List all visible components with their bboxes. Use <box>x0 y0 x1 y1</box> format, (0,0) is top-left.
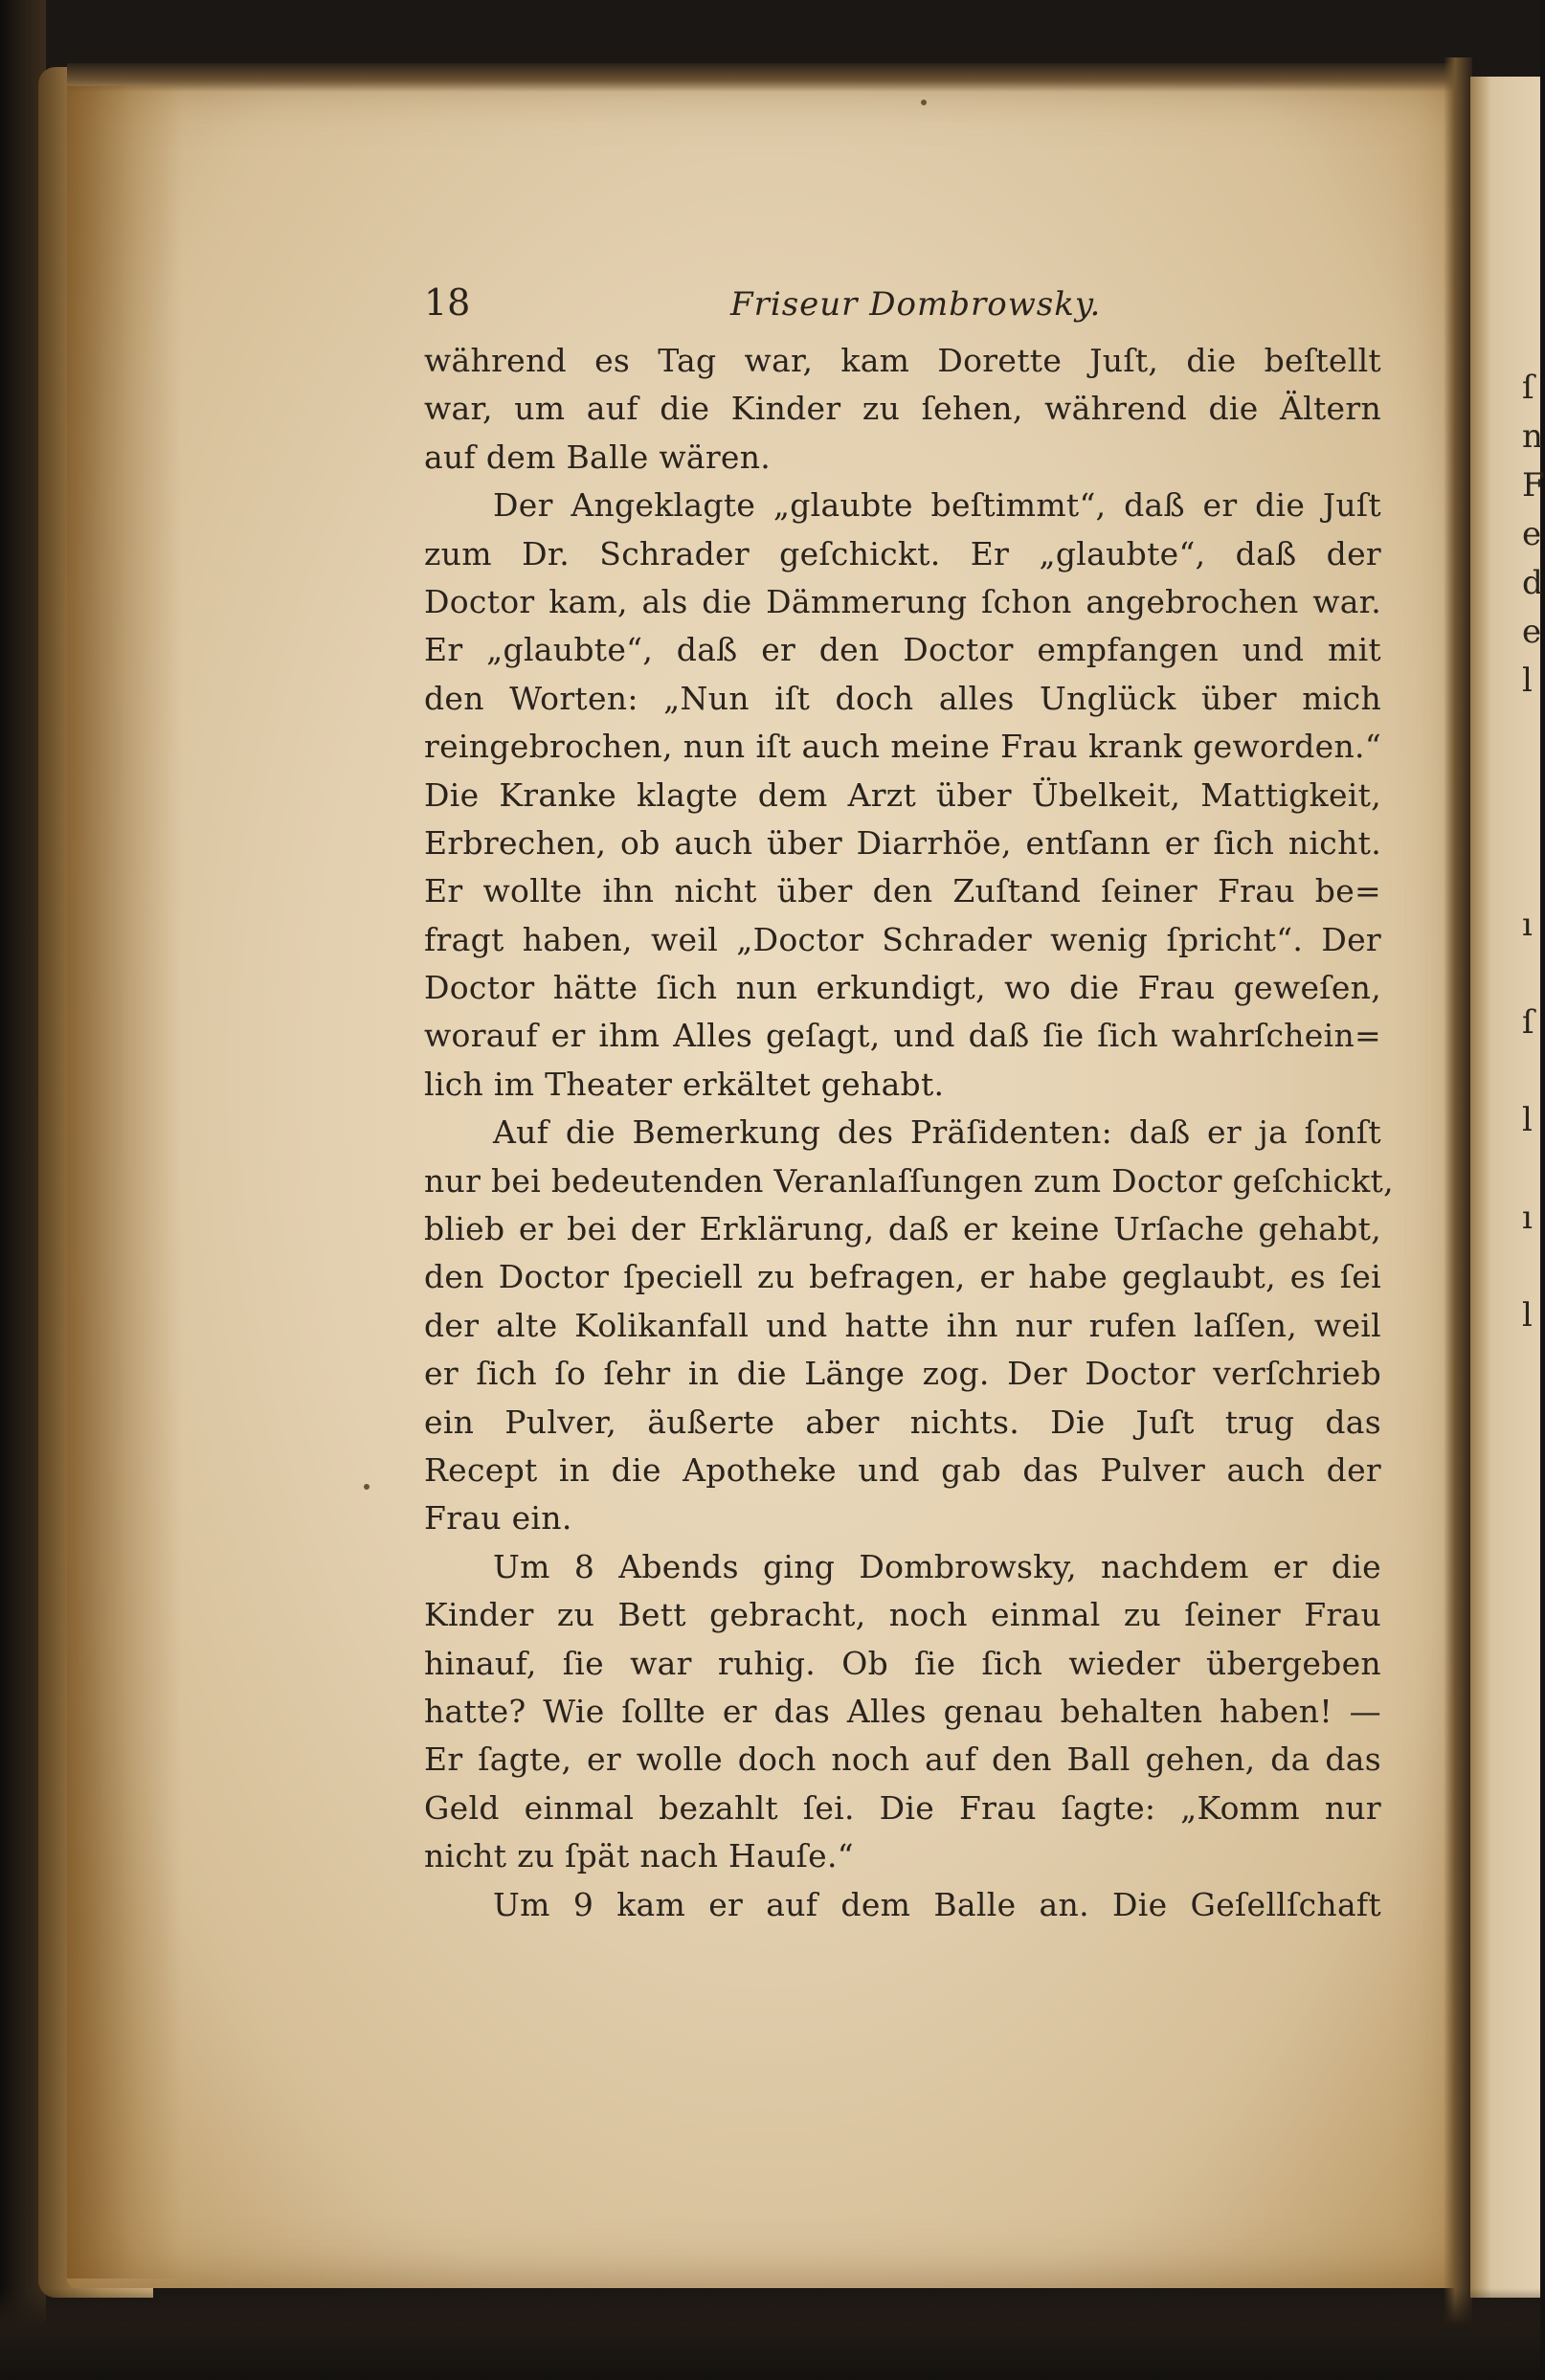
running-head-title: Friseur Dombrowsky. <box>730 285 1102 324</box>
next-page-glyph <box>1522 1145 1540 1194</box>
text-line: Er „glaubte“, daß er den Doctor empfangen und mit <box>424 631 1381 669</box>
text-line: reingebrochen, nun iſt auch meine Frau krank geworden.“ <box>424 728 1381 766</box>
text-line: Der Angeklagte „glaubte beſtimmt“, daß er die Juſt <box>493 486 1381 525</box>
next-page-glyph <box>1522 950 1540 999</box>
text-line: der alte Kolikanfall und hatte ihn nur rufen laſſen, weil <box>424 1306 1381 1344</box>
next-page-glyph <box>1522 1243 1540 1291</box>
book-gutter <box>1444 57 1472 2355</box>
text-line: fragt haben, weil „Doctor Schrader wenig ſpricht“. Der <box>424 920 1381 958</box>
text-line: Um 9 kam er auf dem Balle an. Die Geſellſchaft <box>493 1885 1381 1923</box>
text-line: den Worten: „Nun iſt doch alles Unglück über mich <box>424 679 1381 717</box>
text-line: er ſich ſo ſehr in die Länge zog. Der Doctor verſchrieb <box>424 1355 1381 1393</box>
text-line: zum Dr. Schrader geſchickt. Er „glaubte“, daß der <box>424 534 1381 573</box>
text-line: blieb er bei der Erklärung, daß er keine Urſache gehabt, <box>424 1210 1381 1248</box>
text-line: Kinder zu Bett gebracht, noch einmal zu ſeiner Frau <box>424 1596 1381 1634</box>
next-page-glyph: n <box>1522 417 1543 456</box>
ink-speck <box>364 1484 369 1490</box>
text-block <box>424 281 1394 1929</box>
next-page-glyph: l <box>1522 662 1533 700</box>
running-head <box>424 281 1381 329</box>
next-page-glyph <box>1522 803 1540 852</box>
next-page-glyph: ſ <box>1522 1003 1534 1042</box>
next-page-glyph <box>1522 1047 1540 1096</box>
text-line: Geld einmal bezahlt ſei. Die Frau ſagte: „Komm nur <box>424 1788 1381 1827</box>
next-page-glyph: d <box>1522 564 1543 602</box>
text-line: Doctor kam, als die Dämmerung ſchon angebrochen war. <box>424 582 1381 620</box>
bottom-shadow <box>0 2288 1540 2380</box>
text-line: den Doctor ſpeciell zu befragen, er habe geglaubt, es ſei <box>424 1258 1381 1296</box>
text-line: Die Kranke klagte dem Arzt über Übelkeit, Mattigkeit, <box>424 775 1381 814</box>
next-page-glyph: F <box>1522 466 1545 505</box>
text-line: Doctor hätte ſich nun erkundigt, wo die Frau geweſen, <box>424 969 1381 1007</box>
next-page-glyph <box>1522 754 1540 803</box>
text-line: Er ſagte, er wolle doch noch auf den Ball gehen, da das <box>424 1740 1381 1779</box>
next-page-text-fragments <box>1522 364 1545 1340</box>
next-page-glyph: ſ <box>1522 369 1534 407</box>
page-top-shadow <box>67 63 1465 92</box>
text-line: lich im Theater erkältet gehabt. <box>424 1065 945 1103</box>
next-page-glyph: ı <box>1522 906 1533 944</box>
text-line: nur bei bedeutenden Veranlaſſungen zum Doctor geſchickt, <box>424 1161 1394 1200</box>
ink-speck <box>921 100 927 105</box>
text-line: war, um auf die Kinder zu ſehen, während die Ältern <box>424 390 1381 428</box>
next-page-glyph: e <box>1522 515 1542 553</box>
text-line: worauf er ihm Alles geſagt, und daß ſie ſich wahrſchein= <box>424 1017 1381 1055</box>
page-number: 18 <box>424 281 471 324</box>
text-line: nicht zu ſpät nach Hauſe.“ <box>424 1837 854 1875</box>
text-line: Er wollte ihn nicht über den Zuſtand ſeiner Frau be= <box>424 872 1381 910</box>
next-page-glyph <box>1522 852 1540 901</box>
text-line: Erbrechen, ob auch über Diarrhöe, entſann er ſich nicht. <box>424 823 1381 862</box>
text-line: Um 8 Abends ging Dombrowsky, nachdem er die <box>493 1547 1381 1585</box>
next-page-glyph: l <box>1522 1296 1533 1335</box>
body-text <box>424 337 1394 1929</box>
text-line: Frau ein. <box>424 1499 572 1538</box>
text-line: auf dem Balle wären. <box>424 438 772 476</box>
next-page-glyph <box>1522 706 1540 754</box>
next-page-glyph: l <box>1522 1101 1533 1139</box>
text-line: hatte? Wie ſollte er das Alles genau behalten haben! — <box>424 1692 1381 1730</box>
text-line: ein Pulver, äußerte aber nichts. Die Juſt trug das <box>424 1403 1381 1441</box>
page-foxing <box>67 86 182 2279</box>
text-line: während es Tag war, kam Dorette Juſt, die beſtellt <box>424 342 1381 379</box>
next-page-glyph: ı <box>1522 1199 1533 1237</box>
text-line: Auf die Bemerkung des Präſidenten: daß er ja ſonſt <box>493 1113 1381 1152</box>
text-line: hinauf, ſie war ruhig. Ob ſie ſich wieder übergeben <box>424 1644 1381 1682</box>
text-line: Recept in die Apotheke und gab das Pulver auch der <box>424 1450 1381 1489</box>
next-page-glyph: e <box>1522 613 1542 651</box>
